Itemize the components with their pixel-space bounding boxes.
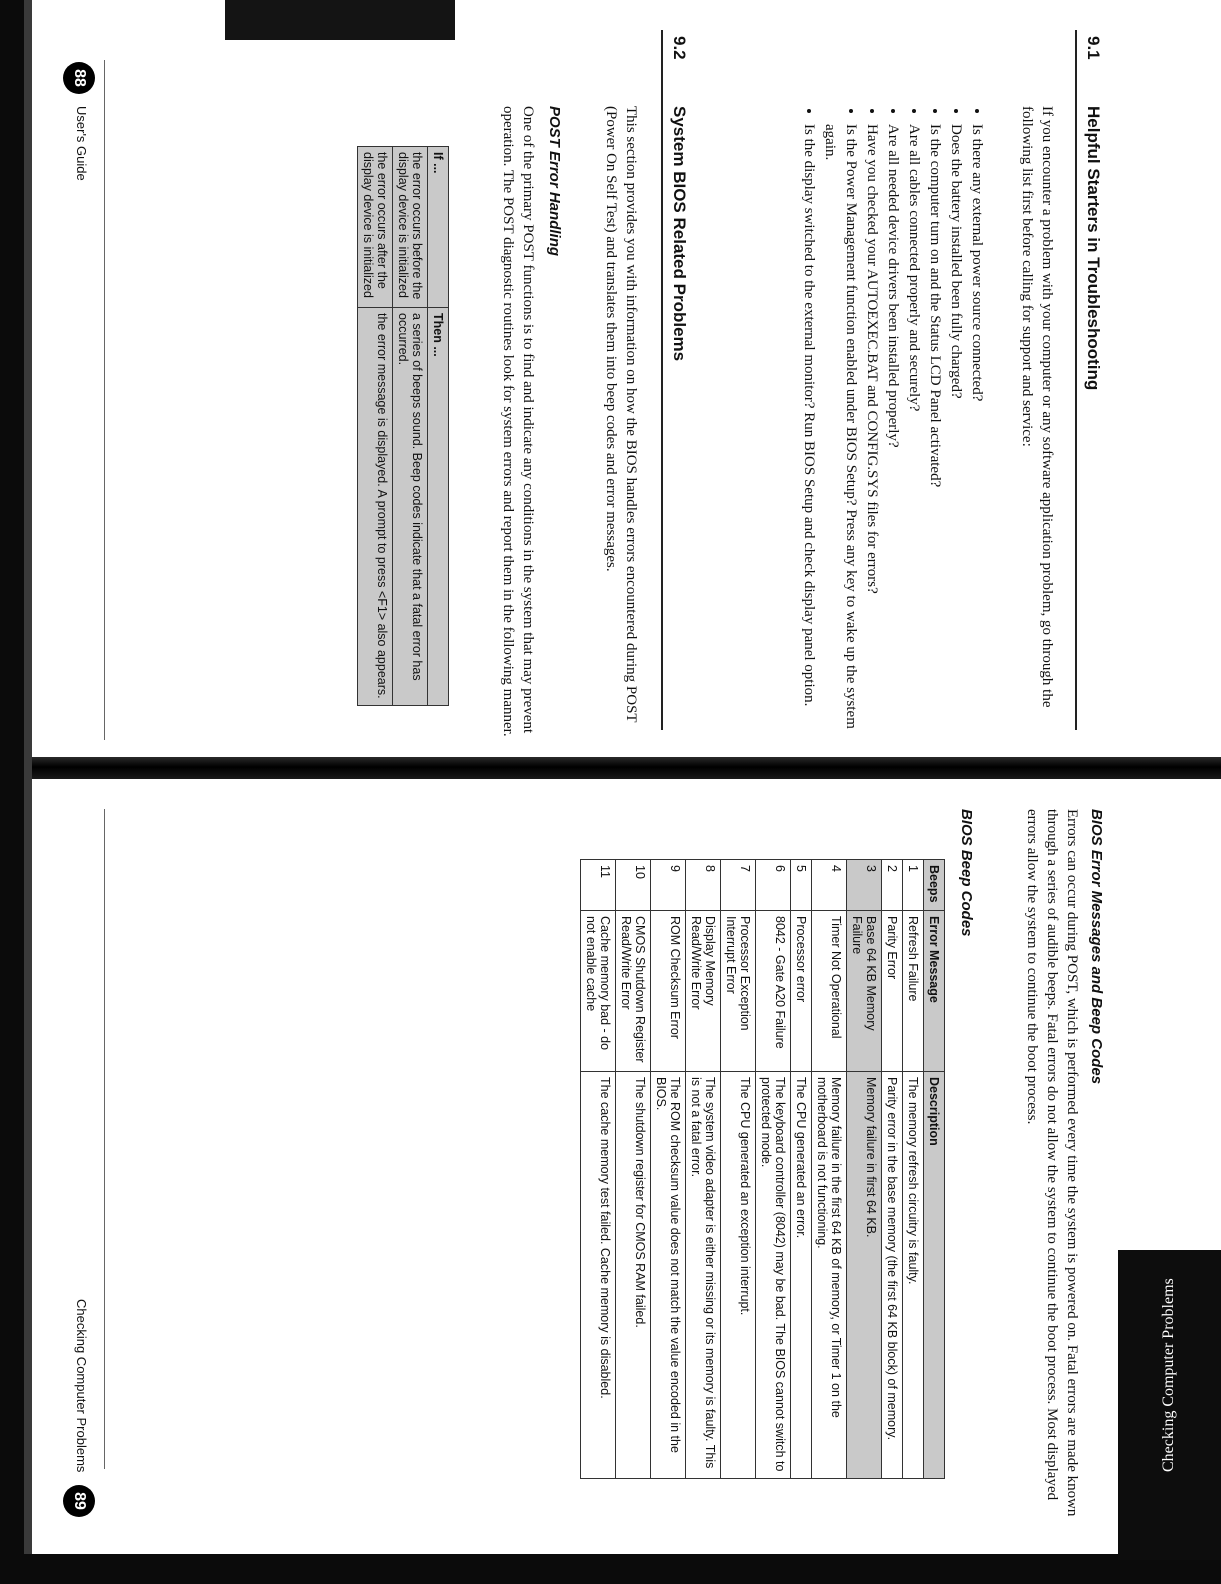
list-item: • Are all needed device drivers been installed properly? <box>882 124 903 746</box>
table-cell: Processor error <box>791 911 812 1072</box>
right-page <box>61 779 1121 1554</box>
list-item: • Are all cables connected properly and securely? <box>903 124 924 746</box>
table-cell: The system video adapter is either missing or its memory is faulty. This is not a fatal error. <box>686 1072 721 1479</box>
table-row <box>791 860 812 1479</box>
footer-rule <box>104 809 105 1469</box>
table-cell: The ROM checksum value does not match the value encoded in the BIOS. <box>651 1072 686 1479</box>
table-cell: The memory refresh circuitry is faulty. <box>903 1072 924 1479</box>
page-number: 88 <box>63 62 95 94</box>
table-row <box>756 860 791 1479</box>
table-row <box>581 860 616 1479</box>
section-number: 9.1 <box>1084 36 1103 60</box>
beep-codes-table <box>580 859 945 1479</box>
section-number: 9.2 <box>670 36 689 60</box>
table-header: Then ... <box>428 308 449 706</box>
beep-intro-paragraph: Errors can occur during POST, which is performed every time the system is powered on. Fatal errors are made known through a series of audible beeps. Fatal errors do not allow the system to continue the boot process. Most displayed errors allow the system to continue the boot process. <box>1024 809 1080 1517</box>
post-paragraph: One of the primary POST functions is to find and indicate any conditions in the system that may prevent operation. The POST diagnostic routines look for system errors and report them in the following manner. <box>500 106 536 737</box>
table-cell: The CPU generated an error. <box>791 1072 812 1479</box>
page-number: 89 <box>63 1485 95 1517</box>
bios-error-messages <box>1022 809 1105 1529</box>
footer-label: Checking Computer Problems <box>74 1299 89 1473</box>
table-cell: Base 64 KB Memory Failure <box>847 911 882 1072</box>
scan-edge-left <box>0 0 24 1584</box>
list-item: • Does the battery installed been fully charged? <box>945 124 966 746</box>
scan-edge-left-inner <box>24 0 32 1584</box>
section-heading-9-1 <box>1083 36 1103 390</box>
list-item: • Have you checked your AUTOEXEC.BAT and CONFIG.SYS files for errors? <box>861 124 882 746</box>
section-title: Helpful Starters in Troubleshooting <box>1084 106 1103 391</box>
table-cell: the error occurs after the display device is initialized <box>358 147 393 308</box>
table-cell: ROM Checksum Error <box>651 911 686 1072</box>
table-row <box>393 147 428 706</box>
footer-label: User's Guide <box>74 106 89 181</box>
table-cell: The cache memory test failed. Cache memory is disabled. <box>581 1072 616 1479</box>
table-cell: Parity Error <box>882 911 903 1072</box>
table-row <box>686 860 721 1479</box>
table-row <box>882 860 903 1479</box>
section-title: BIOS Error Messages and Beep Codes <box>1088 809 1105 1085</box>
table-cell: The CPU generated an exception interrupt. <box>721 1072 756 1479</box>
table-row <box>616 860 651 1479</box>
subsection-title: POST Error Handling <box>546 106 563 257</box>
table-header-row <box>924 860 945 1479</box>
table-cell: 3 <box>847 860 882 911</box>
table-cell: 10 <box>616 860 651 911</box>
table-cell: CMOS Shutdown Register Read/Write Error <box>616 911 651 1072</box>
list-item: • Is the Power Management function enabled under BIOS Setup? Press any key to wake up the system again. <box>819 124 861 746</box>
table-cell: The shutdown register for CMOS RAM failed. <box>616 1072 651 1479</box>
table-header: Beeps <box>924 860 945 911</box>
table-cell: Cache memory bad - do not enable cache <box>581 911 616 1072</box>
table-row <box>812 860 847 1479</box>
table-header: Description <box>924 1072 945 1479</box>
table-cell: 6 <box>756 860 791 911</box>
table-cell: Display Memory Read/Write Error <box>686 911 721 1072</box>
list-item: • Is the display switched to the external monitor? Run BIOS Setup and check display panel option. <box>798 124 819 746</box>
table-cell: the error occurs before the display device is initialized <box>393 147 428 308</box>
table-cell: 9 <box>651 860 686 911</box>
table-cell: The keyboard controller (8042) may be bad. The BIOS cannot switch to protected mode. <box>756 1072 791 1479</box>
tab-label: Checking Computer Problems <box>1160 1278 1177 1472</box>
table-cell: 7 <box>721 860 756 911</box>
troubleshooting-intro <box>1017 106 1057 746</box>
section-rule <box>1075 30 1077 730</box>
post-error-table <box>357 146 449 706</box>
checklist <box>798 106 987 746</box>
table-row <box>358 147 393 706</box>
bios-intro <box>601 106 641 746</box>
bios-intro-paragraph: This section provides you with information on how the BIOS handles errors encountered during POST (Power On Self Test) and translates them into beep codes and error messages. <box>603 106 639 723</box>
post-error-handling <box>498 106 563 746</box>
table-row <box>847 860 882 1479</box>
table-cell: 8042 - Gate A20 Failure <box>756 911 791 1072</box>
section-rule <box>661 30 663 730</box>
table-cell: 4 <box>812 860 847 911</box>
beep-codes-heading <box>958 809 975 1529</box>
table-cell: 5 <box>791 860 812 911</box>
table-row <box>651 860 686 1479</box>
table-cell: 2 <box>882 860 903 911</box>
table-cell: Timer Not Operational <box>812 911 847 1072</box>
table-cell: Parity error in the base memory (the first 64 KB block) of memory. <box>882 1072 903 1479</box>
list-item: • Is there any external power source connected? <box>966 124 987 746</box>
table-header: If ... <box>428 147 449 308</box>
list-item: • Is the computer turn on and the Status LCD Panel activated? <box>924 124 945 746</box>
section-title: System BIOS Related Problems <box>670 106 689 362</box>
footer-rule <box>104 60 105 740</box>
table-cell: 11 <box>581 860 616 911</box>
book-gutter <box>32 757 1221 779</box>
section-heading-9-2 <box>669 36 689 361</box>
scan-edge-bottom <box>0 1554 1221 1584</box>
table-row <box>903 860 924 1479</box>
table-header: Error Message <box>924 911 945 1072</box>
table-cell: Refresh Failure <box>903 911 924 1072</box>
intro-paragraph: If you encounter a problem with your computer or any software application problem, go through the following list first before calling for support and service: <box>1019 106 1055 708</box>
table-cell: Memory failure in first 64 KB. <box>847 1072 882 1479</box>
table-cell: a series of beeps sound. Beep codes indicate that a fatal error has occurred. <box>393 308 428 706</box>
left-page <box>61 0 1121 757</box>
table-header-row <box>428 147 449 706</box>
table-cell: the error message is displayed. A prompt to press <F1> also appears. <box>358 308 393 706</box>
table-cell: 1 <box>903 860 924 911</box>
table-cell: Processor Exception Interrupt Error <box>721 911 756 1072</box>
table-row <box>721 860 756 1479</box>
table-cell: Memory failure in the first 64 KB of memory, or Timer 1 on the motherboard is not functioning. <box>812 1072 847 1479</box>
subsection-title: BIOS Beep Codes <box>958 809 975 937</box>
table-cell: 8 <box>686 860 721 911</box>
